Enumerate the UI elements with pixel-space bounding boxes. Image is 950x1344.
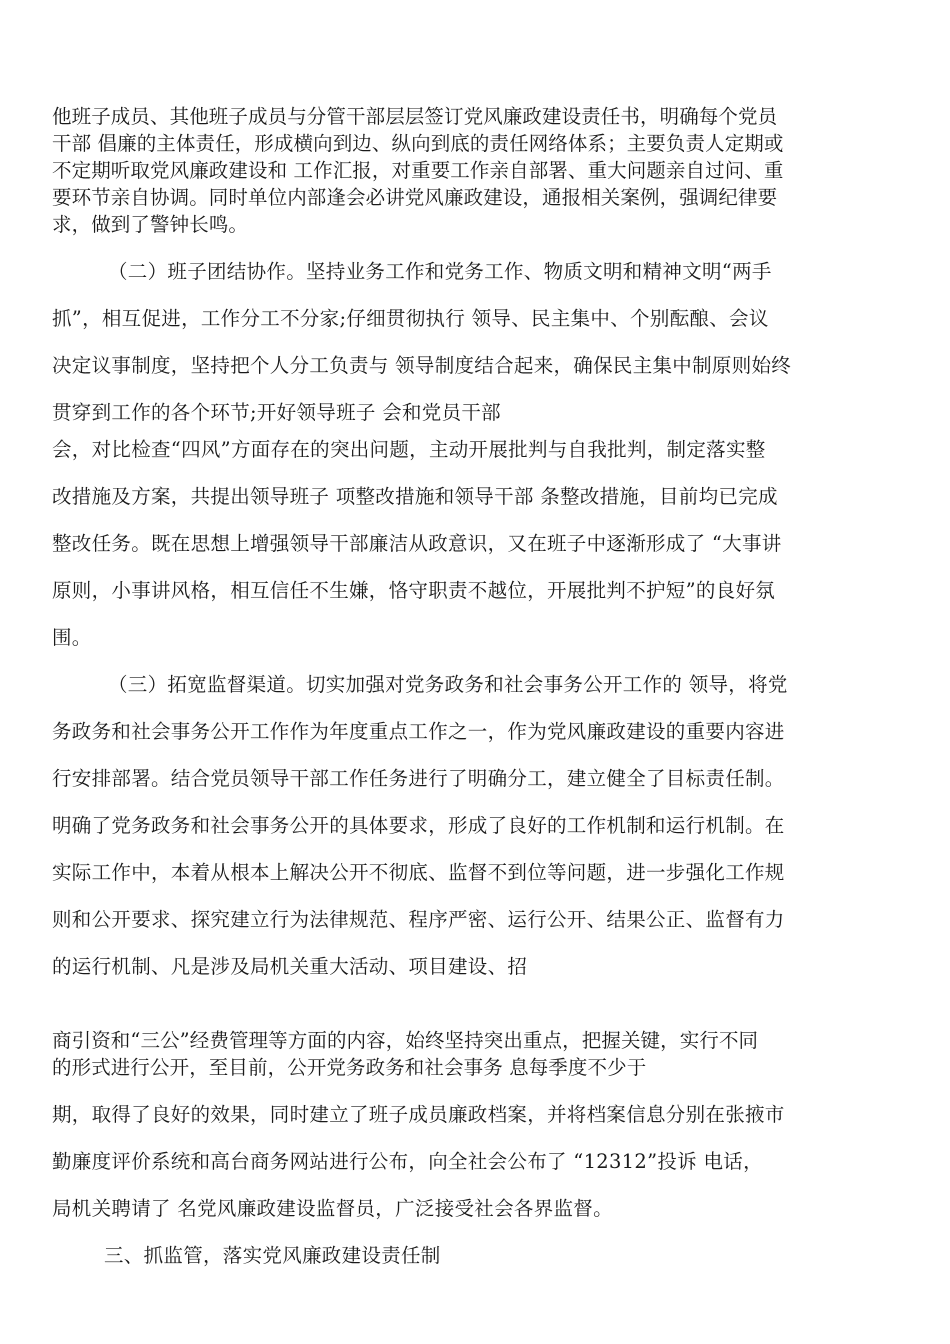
text-line: 实际工作中，本着从根本上解决公开不彻底、监督不到位等问题，进一步强化工作规 [52,861,785,884]
text-line: 商引资和“三公”经费管理等方面的内容，始终坚持突出重点，把握关键，实行不同 [52,1029,759,1052]
text-line: 贯穿到工作的各个环节;开好领导班子 会和党员干部 [52,401,501,424]
text-line: 要环节亲自协调。同时单位内部逢会必讲党风廉政建设，通报相关案例，强调纪律要 [52,186,778,209]
text-line: 行安排部署。结合党员领导干部工作任务进行了明确分工，建立健全了目标责任制。 [52,767,785,790]
paragraph-heading-3: （三）拓宽监督渠道。切实加强对党务政务和社会事务公开工作的 领导，将党 [108,673,788,696]
section-heading: 三、抓监管，落实党风廉政建设责任制 [104,1244,441,1267]
text-line: 期，取得了良好的效果，同时建立了班子成员廉政档案，并将档案信息分别在张掖市 [52,1103,785,1126]
text-line: 改措施及方案，共提出领导班子 项整改措施和领导干部 条整改措施，目前均已完成 [52,485,778,508]
text-line: 不定期听取党风廉政建设和 工作汇报，对重要工作亲自部署、重大问题亲自过问、重 [52,159,784,182]
text-line: 务政务和社会事务公开工作作为年度重点工作之一，作为党风廉政建设的重要内容进 [52,720,785,743]
text-line: 干部 倡廉的主体责任，形成横向到边、纵向到底的责任网络体系；主要负责人定期或 [52,132,784,155]
paragraph-heading-2: （二）班子团结协作。坚持业务工作和党务工作、物质文明和精神文明“两手 [108,260,772,283]
text-line: 围。 [52,626,92,649]
text-line: 勤廉度评价系统和高台商务网站进行公布，向全社会公布了 “12312”投诉 电话， [52,1150,763,1173]
text-line: 会，对比检查“四风”方面存在的突出问题，主动开展批判与自我批判，制定落实整 [52,438,766,461]
text-line: 则和公开要求、探究建立行为法律规范、程序严密、运行公开、结果公正、监督有力 [52,908,785,931]
text-line: 局机关聘请了 名党风廉政建设监督员，广泛接受社会各界监督。 [52,1197,613,1220]
text-line: 整改任务。既在思想上增强领导干部廉洁从政意识，又在班子中逐渐形成了 “大事讲 [52,532,782,555]
text-line: 求，做到了警钟长鸣。 [52,213,249,236]
text-line: 他班子成员、其他班子成员与分管干部层层签订党风廉政建设责任书，明确每个党员 [52,105,778,128]
text-line: 原则，小事讲风格，相互信任不生嫌，恪守职责不越位，开展批判不护短”的良好氛 [52,579,776,602]
text-line: 明确了党务政务和社会事务公开的具体要求，形成了良好的工作机制和运行机制。在 [52,814,785,837]
text-line: 的形式进行公开，至目前，公开党务政务和社会事务 息每季度不少于 [52,1056,647,1079]
text-line: 抓”，相互促进，工作分工不分家;仔细贯彻执行 领导、民主集中、个别酝酿、会议 [52,307,769,330]
text-line: 的运行机制、凡是涉及局机关重大活动、项目建设、招 [52,955,528,978]
text-line: 决定议事制度，坚持把个人分工负责与 领导制度结合起来，确保民主集中制原则始终 [52,354,792,377]
